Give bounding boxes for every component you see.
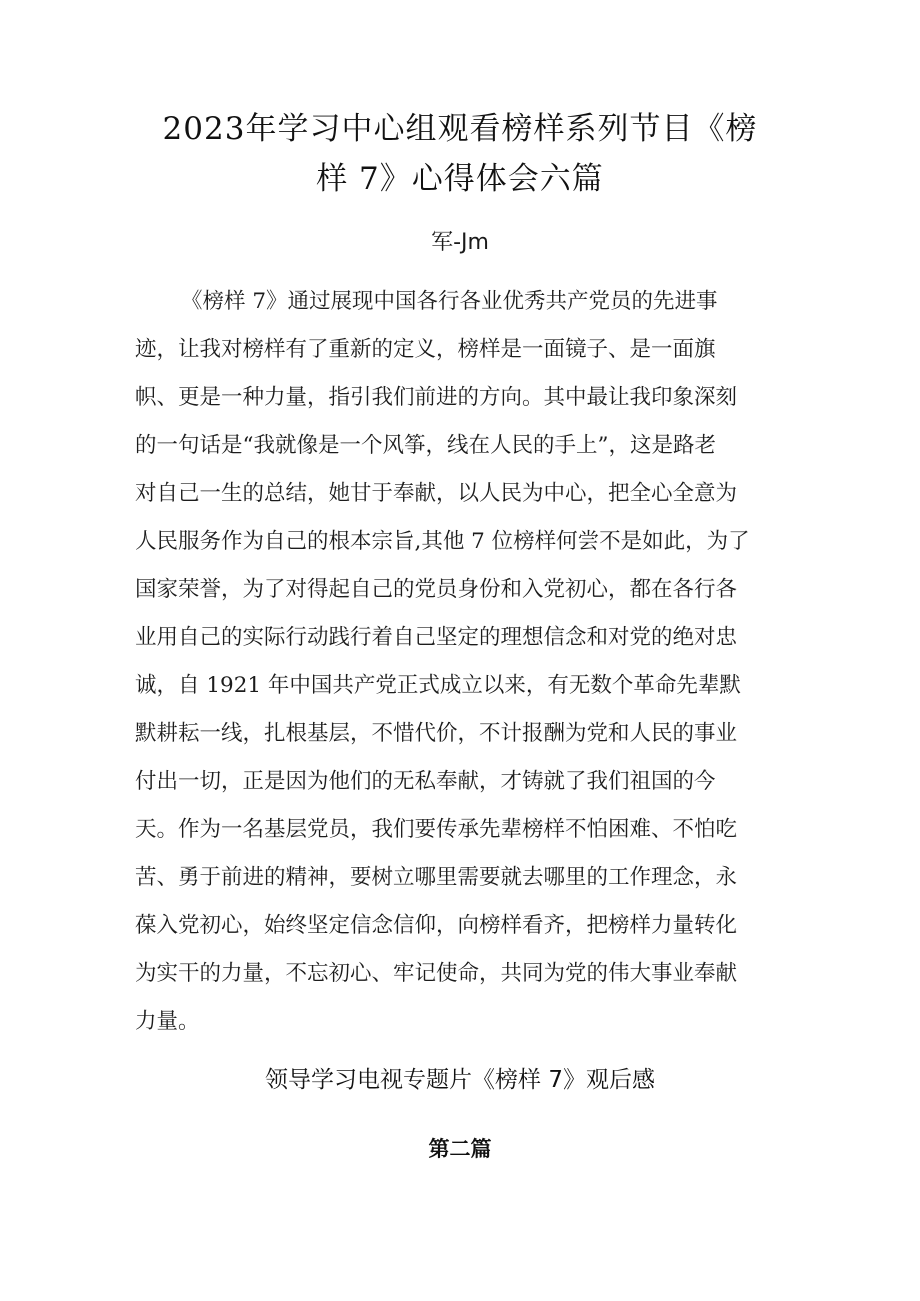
body-paragraph xyxy=(135,278,795,1046)
section-heading: 第二篇 xyxy=(428,1136,492,1161)
body-line: 付出一切，正是因为他们的无私奉献，才铸就了我们祖国的今 xyxy=(135,769,716,794)
author-signature: 军-Jm xyxy=(431,230,489,255)
body-line: 力量。 xyxy=(135,1009,200,1034)
body-line: 帜、更是一种力量，指引我们前进的方向。其中最让我印象深刻 xyxy=(135,385,738,410)
body-line: 的一句话是“我就像是一个风筝，线在人民的手上”，这是路老 xyxy=(135,433,716,458)
body-line: 《榜样 7》通过展现中国各行各业优秀共产党员的先进事 xyxy=(181,289,718,314)
body-line: 迹，让我对榜样有了重新的定义，榜样是一面镜子、是一面旗 xyxy=(135,337,716,362)
body-line: 诚，自 1921 年中国共产党正式成立以来，有无数个革命先辈默 xyxy=(135,673,741,698)
body-line: 国家荣誉，为了对得起自己的党员身份和入党初心，都在各行各 xyxy=(135,577,738,602)
article-subtitle: 领导学习电视专题片《榜样 7》观后感 xyxy=(265,1067,655,1093)
document-title-line-1: 2023年学习中心组观看榜样系列节目《榜 xyxy=(162,111,758,147)
body-line: 葆入党初心，始终坚定信念信仰，向榜样看齐，把榜样力量转化 xyxy=(135,913,738,938)
body-line: 为实干的力量，不忘初心、牢记使命，共同为党的伟大事业奉献 xyxy=(135,961,738,986)
body-line: 天。作为一名基层党员，我们要传承先辈榜样不怕困难、不怕吃 xyxy=(135,817,738,842)
body-line: 苦、勇于前进的精神，要树立哪里需要就去哪里的工作理念，永 xyxy=(135,865,738,890)
body-line: 业用自己的实际行动践行着自己坚定的理想信念和对党的绝对忠 xyxy=(135,625,738,650)
body-line: 人民服务作为自己的根本宗旨,其他 7 位榜样何尝不是如此，为了 xyxy=(135,529,750,554)
body-line: 对自己一生的总结，她甘于奉献，以人民为中心，把全心全意为 xyxy=(135,481,738,506)
body-line: 默耕耘一线，扎根基层，不惜代价，不计报酬为党和人民的事业 xyxy=(135,721,738,746)
document-title-line-2: 样 7》心得体会六篇 xyxy=(316,161,604,197)
